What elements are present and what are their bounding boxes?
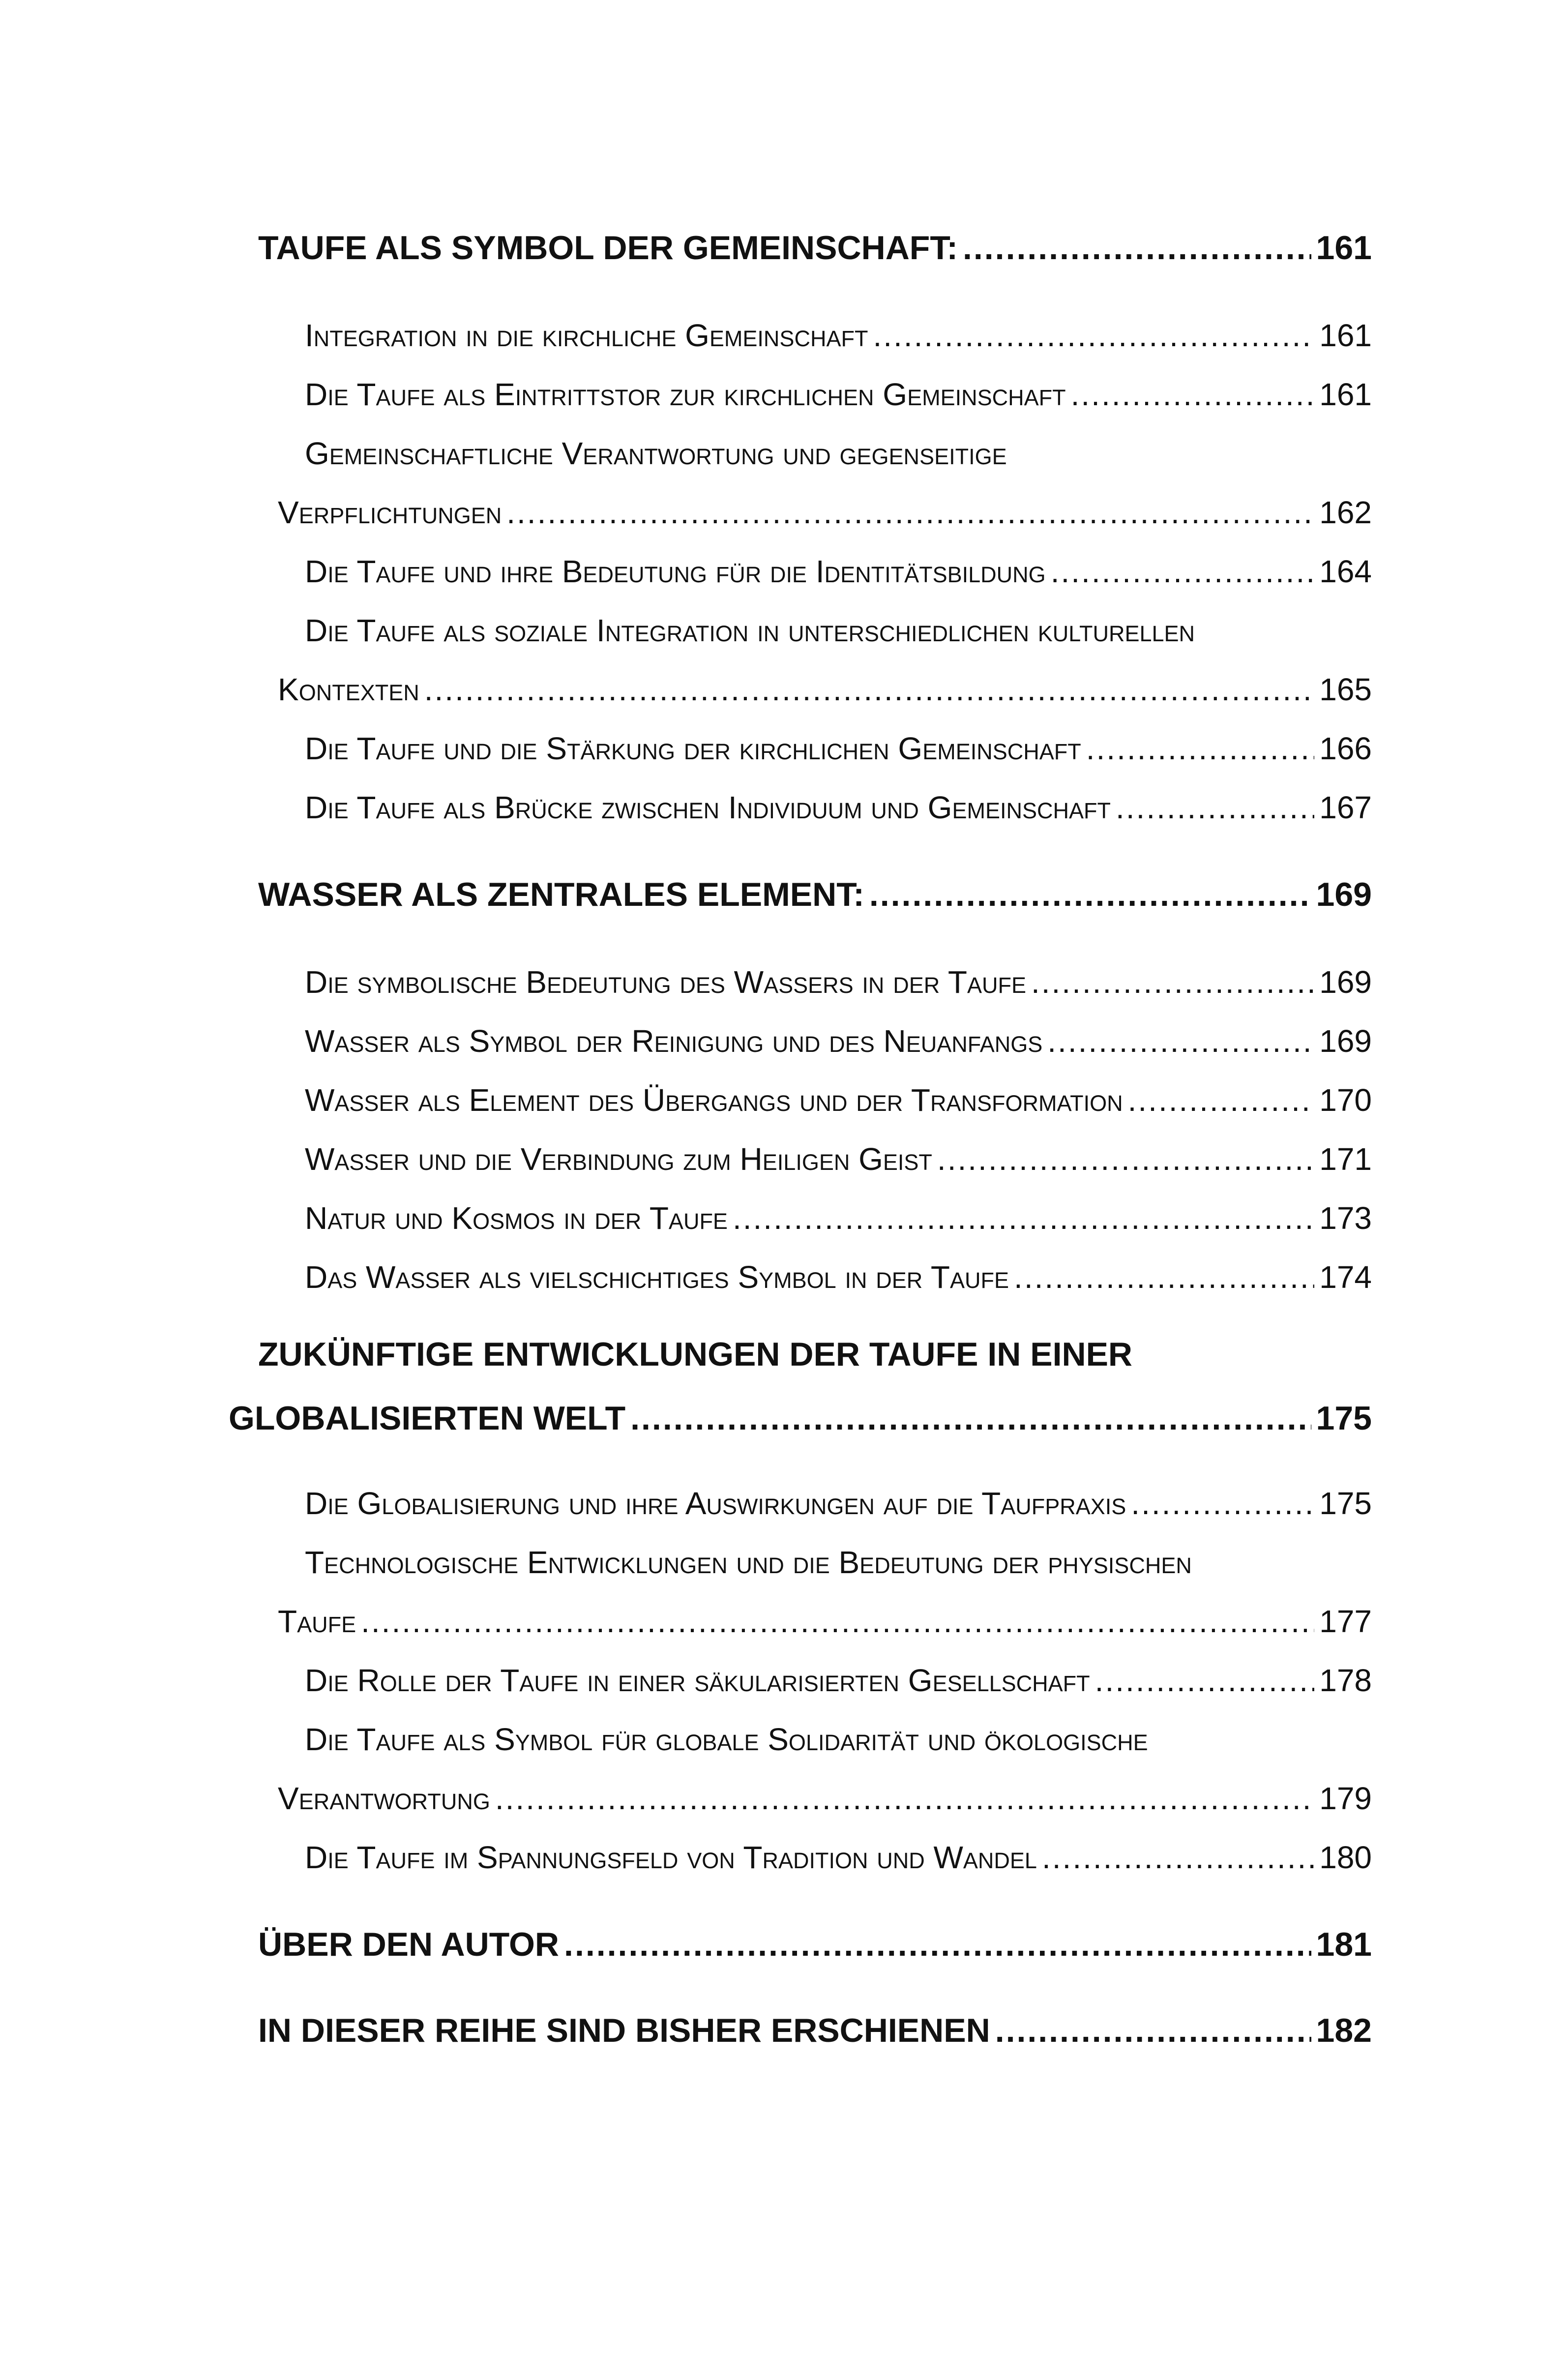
toc-page-number: 180	[1319, 1840, 1372, 1875]
toc-entry-title: Technologische Entwicklungen und die Bedeutung der physischen	[305, 1545, 1192, 1580]
dot-leader	[1051, 556, 1315, 587]
toc-entry-title: Die Taufe als soziale Integration in unterschiedlichen kulturellen	[305, 613, 1195, 648]
toc-entry-title: GLOBALISIERTEN WELT	[229, 1400, 626, 1437]
toc-entry-title: Verpflichtungen	[278, 495, 502, 530]
toc-page-number: 162	[1319, 495, 1372, 530]
toc-section-entry	[305, 379, 1372, 410]
toc-chapter-entry	[258, 1338, 1132, 1371]
toc-page-number: 169	[1319, 964, 1372, 1000]
toc-section-entry	[305, 966, 1372, 998]
toc-entry-title: Wasser und die Verbindung zum Heiligen Geist	[305, 1141, 932, 1177]
dot-leader	[424, 674, 1315, 705]
toc-page-number: 161	[1319, 318, 1372, 353]
dot-leader	[963, 231, 1311, 265]
toc-page-number: 178	[1319, 1663, 1372, 1698]
toc-chapter-entry	[258, 1928, 1372, 1961]
toc-entry-title: Wasser als Element des Übergangs und der Transformation	[305, 1082, 1123, 1118]
toc-page-number: 164	[1319, 554, 1372, 589]
toc-section-entry	[305, 1143, 1372, 1175]
toc-page-number: 173	[1319, 1200, 1372, 1236]
dot-leader	[506, 497, 1314, 528]
toc-section-entry	[305, 1025, 1372, 1057]
toc-section-entry	[305, 1665, 1372, 1696]
dot-leader	[995, 2014, 1311, 2047]
toc-section-entry	[305, 556, 1372, 587]
toc-entry-title: Die Taufe und die Stärkung der kirchlichen Gemeinschaft	[305, 731, 1081, 766]
toc-entry-title: Gemeinschaftliche Verantwortung und gegenseitige	[305, 436, 1007, 471]
dot-leader	[937, 1143, 1314, 1175]
dot-leader	[873, 320, 1314, 351]
dot-leader	[361, 1606, 1314, 1637]
toc-page-number: 174	[1319, 1259, 1372, 1295]
toc-section-entry	[305, 733, 1372, 764]
toc-page-number: 167	[1319, 790, 1372, 825]
toc-entry-title: Kontexten	[278, 672, 419, 707]
toc-section-entry	[305, 438, 1007, 469]
toc-entry-title: WASSER ALS ZENTRALES ELEMENT:	[258, 876, 864, 913]
toc-entry-title: Natur und Kosmos in der Taufe	[305, 1200, 728, 1236]
toc-entry-title: Integration in die kirchliche Gemeinschaft	[305, 318, 868, 353]
toc-chapter-entry	[229, 1402, 1372, 1435]
toc-page-number: 181	[1316, 1926, 1372, 1963]
toc-entry-title: Taufe	[278, 1604, 356, 1639]
toc-page-number: 169	[1319, 1023, 1372, 1059]
toc-page-number: 182	[1316, 2012, 1372, 2049]
toc-chapter-entry	[258, 2014, 1372, 2047]
dot-leader	[1042, 1842, 1314, 1873]
dot-leader	[1047, 1025, 1314, 1057]
toc-entry-title: Die Taufe und ihre Bedeutung für die Identitätsbildung	[305, 554, 1046, 589]
toc-section-entry	[305, 1488, 1372, 1519]
toc-page-number: 171	[1319, 1141, 1372, 1177]
toc-section-entry	[305, 320, 1372, 351]
toc-entry-title: Die Rolle der Taufe in einer säkularisierten Gesellschaft	[305, 1663, 1090, 1698]
dot-leader	[1095, 1665, 1315, 1696]
dot-leader	[1014, 1261, 1314, 1293]
toc-page-number: 175	[1316, 1400, 1372, 1437]
toc-entry-title: Die Taufe als Eintrittstor zur kirchlichen Gemeinschaft	[305, 377, 1066, 412]
toc-page-number: 161	[1316, 229, 1372, 267]
toc-page-number: 169	[1316, 876, 1372, 913]
toc-section-entry	[305, 615, 1195, 646]
toc-entry-title: Die Taufe als Symbol für globale Solidarität und ökologische	[305, 1722, 1148, 1757]
toc-entry-title: Die Taufe als Brücke zwischen Individuum und Gemeinschaft	[305, 790, 1111, 825]
toc-section-entry	[305, 792, 1372, 823]
dot-leader	[630, 1402, 1311, 1435]
toc-section-entry	[278, 497, 1372, 528]
toc-page-number: 165	[1319, 672, 1372, 707]
dot-leader	[1086, 733, 1315, 764]
toc-section-entry	[305, 1724, 1148, 1755]
toc-entry-title: IN DIESER REIHE SIND BISHER ERSCHIENEN	[258, 2012, 990, 2049]
toc-section-entry	[305, 1547, 1192, 1578]
dot-leader	[564, 1928, 1311, 1961]
dot-leader	[1131, 1488, 1314, 1519]
toc-section-entry	[305, 1842, 1372, 1873]
toc-page-number: 179	[1319, 1781, 1372, 1816]
toc-section-entry	[305, 1202, 1372, 1234]
toc-entry-title: Die Globalisierung und ihre Auswirkungen auf die Taufpraxis	[305, 1486, 1126, 1521]
toc-entry-title: Das Wasser als vielschichtiges Symbol in der Taufe	[305, 1259, 1009, 1295]
toc-page-number: 161	[1319, 377, 1372, 412]
toc-page-number: 166	[1319, 731, 1372, 766]
toc-page-number: 177	[1319, 1604, 1372, 1639]
toc-section-entry	[278, 1783, 1372, 1814]
toc-entry-title: Die Taufe im Spannungsfeld von Tradition und Wandel	[305, 1840, 1037, 1875]
toc-entry-title: ZUKÜNFTIGE ENTWICKLUNGEN DER TAUFE IN EINER	[258, 1336, 1133, 1373]
dot-leader	[1071, 379, 1315, 410]
dot-leader	[495, 1783, 1314, 1814]
toc-page-number: 175	[1319, 1486, 1372, 1521]
dot-leader	[1031, 966, 1314, 998]
toc-entry-title: Verantwortung	[278, 1781, 490, 1816]
toc-chapter-entry	[258, 878, 1372, 911]
toc-chapter-entry	[258, 231, 1372, 265]
toc-entry-title: Wasser als Symbol der Reinigung und des Neuanfangs	[305, 1023, 1043, 1059]
dot-leader	[733, 1202, 1314, 1234]
dot-leader	[1128, 1084, 1315, 1116]
toc-section-entry	[305, 1084, 1372, 1116]
toc-entry-title: Die symbolische Bedeutung des Wassers in der Taufe	[305, 964, 1026, 1000]
toc-entry-title: TAUFE ALS SYMBOL DER GEMEINSCHAFT:	[258, 229, 958, 267]
dot-leader	[869, 878, 1311, 911]
dot-leader	[1116, 792, 1314, 823]
toc-section-entry	[305, 1261, 1372, 1293]
toc-entry-title: ÜBER DEN AUTOR	[258, 1926, 560, 1963]
toc-section-entry	[278, 1606, 1372, 1637]
toc-page-number: 170	[1319, 1082, 1372, 1118]
toc-section-entry	[278, 674, 1372, 705]
